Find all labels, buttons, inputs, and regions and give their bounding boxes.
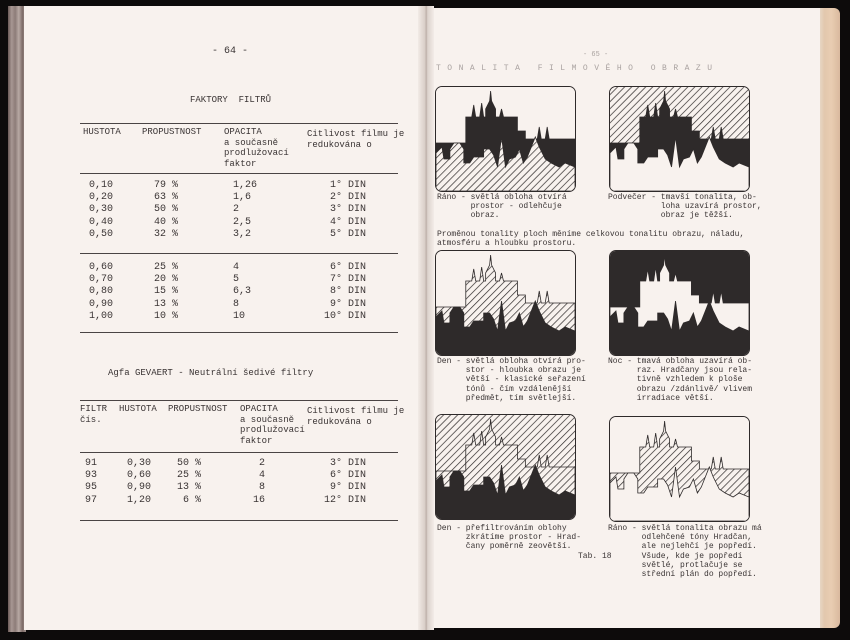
figure-den-2 [435,414,576,520]
table1-top-rule [80,123,398,124]
table2-header-filtr: FILTR čís. [80,404,108,425]
table-cell: 9° DIN [329,482,366,494]
castle-illustration [610,251,749,355]
caption-den-2: Den - přefiltrováním oblohy zkrátíme prostor - Hrad- čany poměrně zeovětší. [437,524,582,552]
intro-text: Proměnou tonality ploch měníme celkovou tonalitu obrazu, náladu, atmosféru a hloubku prostoru. [437,230,745,249]
table-cell: 2 [258,458,265,469]
table-cell: 9° DIN [329,298,366,310]
table1-bottom-rule [80,332,398,333]
table-cell: 2 [233,204,240,216]
right-page-heading: TONALITA FILMOVÉHO OBRAZU [436,64,719,73]
table-cell: 91 [85,458,98,469]
table-cell: 6° DIN [329,470,366,482]
figure-podvecer [609,86,750,192]
table1-mid-rule [80,253,398,254]
table-cell: 32 % [153,228,178,240]
table-cell: 4 [233,262,240,273]
table-cell: 3,2 [233,228,252,240]
figure-den-1 [435,250,576,356]
table-cell: 97 [85,494,98,506]
table-cell: 16 [252,494,265,506]
table-cell: 3° DIN [329,458,366,469]
page-number-left: - 64 - [212,46,249,57]
table-cell: 25 % [176,470,201,482]
table-cell: 5° DIN [329,228,366,240]
figure-rano-2 [609,416,750,522]
table-cell: 0,50 [89,228,114,240]
table1-header-hustota: HUSTOTA [83,127,121,137]
table-cell: 12° DIN [323,494,366,506]
castle-illustration [436,415,575,519]
table1-header-rule [80,173,398,174]
figure-noc [609,250,750,356]
book-right-edge [818,8,840,628]
table-cell: 20 % [153,274,178,286]
table-cell: 8 [233,298,240,310]
table-cell: 8 [258,482,265,494]
table-cell: 13 % [176,482,201,494]
table2-header-opacita: OPACITA a současně prodlužovací faktor [240,404,305,446]
table1-header-propustnost: PROPUSTNOST [142,127,202,137]
table-cell: 15 % [153,286,178,298]
table-cell: 4 [258,470,265,482]
page-number-right: - 65 - [583,51,609,59]
table-cell: 0,10 [89,180,114,191]
castle-illustration [436,251,575,355]
caption-rano-2: Ráno - světlá tonalita obrazu má odlehčené tóny Hradčan, ale nejlehčí je popředí. Všude, kde je popředí světlé, protlačuje se střední plán do popředí. [608,524,762,580]
castle-illustration [610,87,749,191]
table-cell: 40 % [153,216,178,228]
caption-rano-1: Ráno - světlá obloha otvírá prostor - odlehčuje obraz. [437,193,567,221]
table-cell: 0,40 [89,216,114,228]
table-cell: 0,90 [127,482,152,494]
table-cell: 93 [85,470,98,482]
table-cell: 0,30 [127,458,152,469]
table-label: Tab. 18 [578,552,612,561]
table-cell: 4° DIN [329,216,366,228]
table-cell: 6,3 [233,286,252,298]
table-cell: 0,80 [89,286,114,298]
table-cell: 25 % [153,262,178,273]
table-cell: 0,60 [89,262,114,273]
table2-title: Agfa GEVAERT - Neutrální šedivé filtry [108,368,314,378]
table-cell: 63 % [153,192,178,204]
table2-header-hustota: HUSTOTA [119,404,157,414]
table-cell: 3° DIN [329,204,366,216]
castle-illustration [436,87,575,191]
table-cell: 0,30 [89,204,114,216]
castle-illustration [610,417,749,521]
table-cell: 1° DIN [329,180,366,191]
table-cell: 0,60 [127,470,152,482]
book-gutter [418,6,434,630]
table-cell: 50 % [153,204,178,216]
table-cell: 10 % [153,310,178,322]
table-cell: 8° DIN [329,286,366,298]
table1-header-citlivost: Citlivost filmu je redukována o [307,129,405,150]
table-cell: 1,26 [233,180,258,191]
table-cell: 95 [85,482,98,494]
table-cell: 10 [233,310,246,322]
table-cell: 0,20 [89,192,114,204]
table-cell: 1,20 [127,494,152,506]
table-cell: 6° DIN [329,262,366,273]
table2-top-rule [80,400,398,401]
table2-header-propustnost: PROPUSTNOST [168,404,228,414]
table2-header-citlivost: Citlivost filmu je redukována o [307,406,405,427]
table-cell: 79 % [153,180,178,191]
table-cell: 10° DIN [323,310,366,322]
table1-title: FAKTORY FILTRŮ [190,95,272,105]
table-cell: 2° DIN [329,192,366,204]
table1-header-opacita: OPACITA a současně prodlužovací faktor [224,127,289,169]
table-cell: 13 % [153,298,178,310]
table-cell: 7° DIN [329,274,366,286]
table2-header-rule [80,452,398,453]
table-cell: 1,6 [233,192,252,204]
table-cell: 1,00 [89,310,114,322]
table-cell: 0,70 [89,274,114,286]
table-cell: 50 % [176,458,201,469]
table-cell: 6 % [182,494,201,506]
table-cell: 2,5 [233,216,252,228]
caption-den-1: Den - světlá obloha otvírá pro- stor - hloubka obrazu je větší - klasické seřazení tónů - čím vzdálenější předmět, tím světlejší. [437,357,586,403]
table2-bottom-rule [80,520,398,521]
caption-podvecer: Podvečer - tmavší tonalita, ob- loha uzavírá prostor, obraz je těžší. [608,193,762,221]
figure-rano-1 [435,86,576,192]
table-cell: 5 [233,274,240,286]
table-cell: 0,90 [89,298,114,310]
caption-noc: Noc - tmavá obloha uzavírá ob- raz. Hradčany jsou rela- tivně vzhledem k ploše obrazu /zdánlivě/ vlivem irradiace větší. [608,357,753,403]
